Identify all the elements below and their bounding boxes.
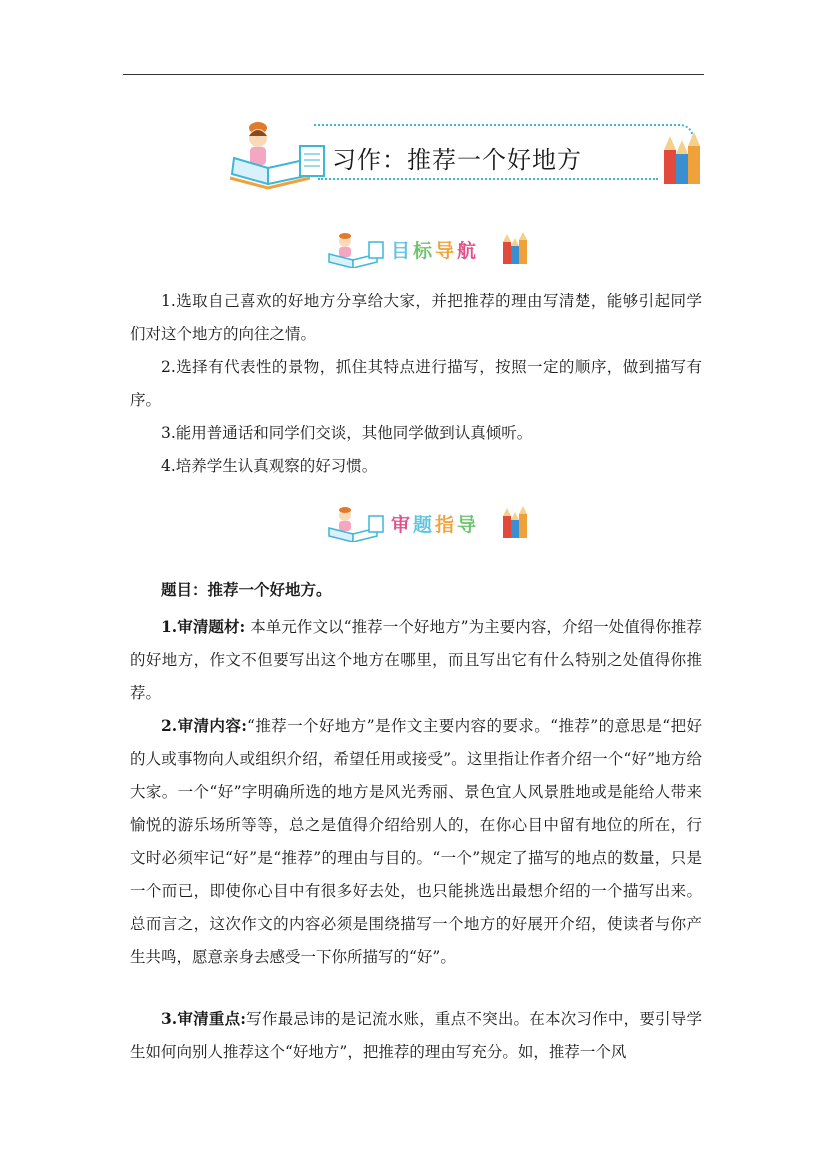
guide-item-1-label: 1.审清题材: <box>161 617 246 636</box>
pencils-small-illustration <box>501 232 529 266</box>
page-title: 习作：推荐一个好地方 <box>332 146 582 174</box>
goal-item-1: 1.选取自己喜欢的好地方分享给大家，并把推荐的理由写清楚，能够引起同学们对这个地方的向往之情。 <box>130 292 702 343</box>
guide-item-2-text: “推荐一个好地方”是作文主要内容的要求。“推荐”的意思是“把好的人或事物向人或组织介绍，希望任用或接受”。这里指让作者介绍一个“好”地方给大家。一个“好”字明确所选的地方是风光秀丽、景色宜人风景胜地或是能给人带来愉悦的游乐场所等等，总之是值得介绍给别人的，在你心目中留有地位的所在，行文时必须牢记“好”是“推荐”的理由与目的。“一个”规定了描写的地点的数量，只是一个而已，即使你心目中有很多好去处，也只能挑选出最想介绍的一个描写出来。总而言之，这次作文的内容必须是围绕描写一个地方的好展开介绍，使读者与你产生共鸣，愿意亲身去感受一下你所描写的“好”。 <box>130 717 703 966</box>
reading-girl-small-illustration <box>327 232 389 268</box>
guide-item-3-label: 3.审清重点: <box>161 1009 247 1028</box>
banner-frame-bottom <box>318 178 658 180</box>
guide-item-3 <box>130 1002 702 1069</box>
guide-item-3-text: 写作最忌讳的是记流水账，重点不突出。在本次习作中，要引导学生如何向别人推荐这个“好地方”，把推荐的理由写充分。如，推荐一个风 <box>130 1010 702 1061</box>
reading-girl-small-illustration <box>327 506 389 542</box>
section-header-goals <box>327 232 527 268</box>
pencils-illustration <box>660 132 706 188</box>
guide-topic: 题目：推荐一个好地方。 <box>161 580 332 599</box>
guide-item-2 <box>130 709 702 974</box>
reading-girl-illustration <box>228 118 328 190</box>
guide-item-1-text: 本单元作文以“推荐一个好地方”为主要内容，介绍一处值得你推荐的好地方，作文不但要写出这个地方在哪里，而且写出它有什么特别之处值得你推荐。 <box>130 618 702 702</box>
section-title-goals: 目标导航 <box>391 240 480 262</box>
goal-item-3: 3.能用普通话和同学们交谈，其他同学做到认真倾听。 <box>161 424 533 442</box>
section-header-guide <box>327 506 527 542</box>
title-banner <box>228 118 708 190</box>
header-rule <box>123 74 704 75</box>
goal-item-4: 4.培养学生认真观察的好习惯。 <box>161 457 378 475</box>
goal-item-2: 2.选择有代表性的景物，抓住其特点进行描写，按照一定的顺序，做到描写有序。 <box>130 358 702 409</box>
guide-item-2-label: 2.审清内容: <box>161 716 247 735</box>
section-title-guide: 审题指导 <box>391 514 480 536</box>
guide-item-1 <box>130 610 702 710</box>
pencils-small-illustration <box>501 506 529 540</box>
